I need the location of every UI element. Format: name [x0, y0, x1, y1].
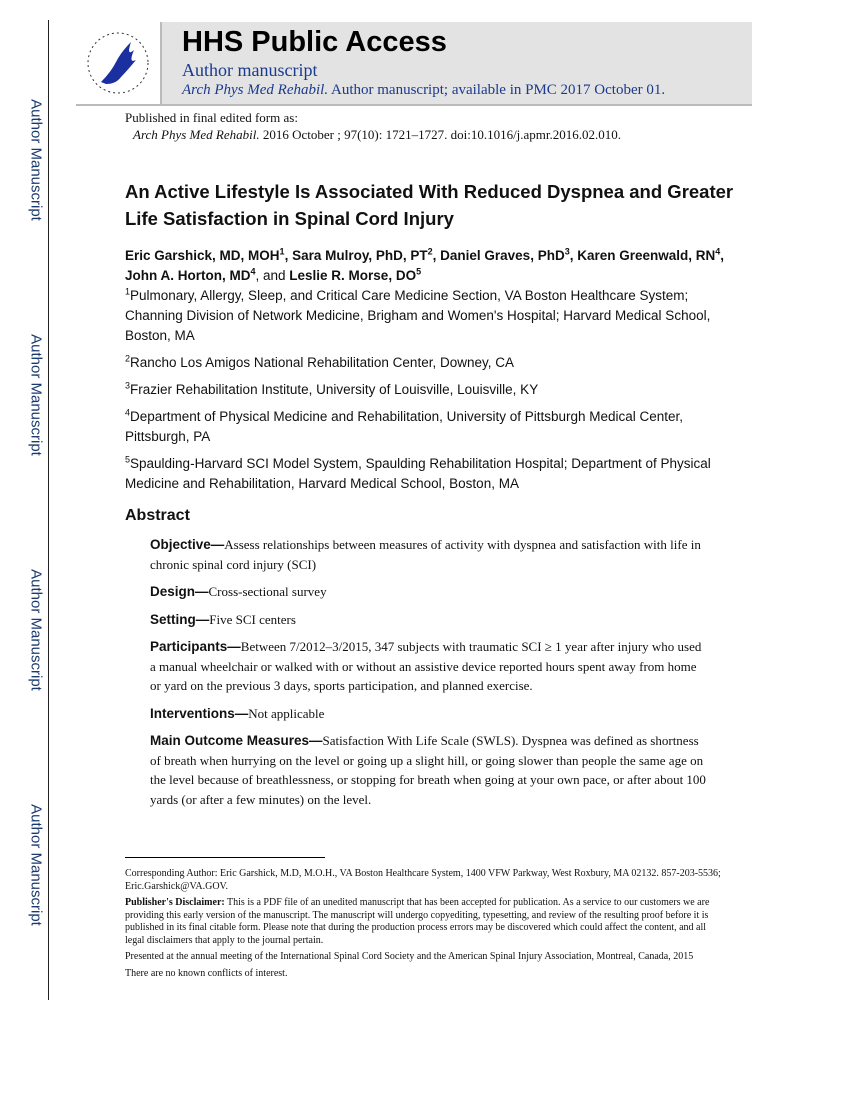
author-name: John A. Horton, MD — [125, 268, 251, 283]
footnote-disclaimer: Publisher's Disclaimer: This is a PDF file of an unedited manuscript that has been accepted for publication. As a service to our customers we are providing this early version of the manuscript. The manuscript will undergo copyediting, typesetting, and review of the resulting proof before it is published in its final citable form. Please note that during the production process errors may be discovered which could affect the content, and all legal disclaimers that apply to the journal pertain. — [125, 897, 710, 946]
footnotes — [125, 868, 725, 980]
affiliation: $^4$Department of Physical Medicine and Rehabilitation, University of Pittsburgh Medical Center, Pittsburgh, PA — [125, 407, 684, 444]
abstract-participants: Participants—Between 7/2012–3/2015, 347 subjects with traumatic SCI ≥ 1 year after injury who used a manual wheelchair or walked with or without an assistive device reported hours spent away from home or yard on the previous 3 days, sports participation, and planned exercise. — [150, 639, 702, 693]
author-name: Karen Greenwald, RN — [577, 248, 716, 263]
side-label: Author Manuscript — [27, 334, 45, 456]
author-affiliation-ref: 1 — [279, 246, 285, 257]
abstract-interventions: Interventions—Not applicable — [150, 705, 325, 721]
footnote-divider — [125, 857, 325, 858]
author-affiliation-ref: 4 — [250, 266, 256, 277]
abstract-outcome-measures: Main Outcome Measures—Satisfaction With Life Scale (SWLS). Dyspnea was defined as shortness of breath when hurrying on the level or going up a slight hill, or going slower than people the same age on the level because of breathlessness, or stopping for breath when going at your own pace, or after about 100 yards (or after a few minutes) on the level. — [150, 733, 706, 807]
author-list — [125, 246, 745, 286]
article-title: An Active Lifestyle Is Associated With Reduced Dyspnea and Greater Life Satisfaction in Spinal Cord Injury — [125, 181, 734, 229]
published-label: Published in final edited form as: — [125, 110, 298, 125]
author-affiliation-ref: 3 — [564, 246, 570, 257]
abstract-setting: Setting—Five SCI centers — [150, 611, 296, 627]
abstract-design: Design—Cross-sectional survey — [150, 584, 327, 599]
footnote-conflicts: There are no known conflicts of interest. — [125, 967, 288, 979]
author-separator: , — [284, 248, 293, 263]
author-affiliation-ref: 2 — [427, 246, 433, 257]
author-name: Leslie R. Morse, DO — [289, 268, 417, 283]
side-label: Author Manuscript — [27, 804, 45, 926]
author-name: Eric Garshick, MD, MOH — [125, 248, 280, 263]
footnote-corresponding: Corresponding Author: Eric Garshick, M.D, M.O.H., VA Boston Healthcare System, 1400 VFW Parkway, West Roxbury, MA 02132. 857-203-5536; Eric.Garshick@VA.GOV. — [125, 868, 721, 892]
affiliation: $^2$Rancho Los Amigos National Rehabilitation Center, Downey, CA — [125, 353, 514, 370]
abstract-heading: Abstract — [125, 507, 190, 524]
affiliation: $^3$Frazier Rehabilitation Institute, University of Louisville, Louisville, KY — [125, 380, 539, 397]
hhs-logo-icon — [76, 22, 162, 104]
author-separator: , — [432, 248, 441, 263]
article-body — [125, 178, 745, 809]
side-label: Author Manuscript — [27, 99, 45, 221]
author-affiliation-ref: 4 — [715, 246, 721, 257]
author-affiliation-ref: 5 — [416, 266, 422, 277]
header-title: HHS Public Access — [182, 26, 447, 58]
header-citation: Arch Phys Med Rehabil. Author manuscript; available in PMC 2017 October 01. — [182, 82, 666, 98]
author-separator: , — [720, 248, 728, 263]
margin-divider — [48, 20, 49, 1000]
affiliation: $^5$Spaulding-Harvard SCI Model System, Spaulding Rehabilitation Hospital; Department of Physical Medicine and Rehabilitation, Harvard Medical School, Boston, MA — [125, 454, 711, 491]
published-citation: Arch Phys Med Rehabil. 2016 October ; 97(10): 1721–1727. doi:10.1016/j.apmr.2016.02.010. — [133, 127, 622, 142]
author-separator: , and — [255, 268, 290, 283]
author-name: Daniel Graves, PhD — [440, 248, 565, 263]
footnote-presented: Presented at the annual meeting of the International Spinal Cord Society and the American Spinal Injury Association, Montreal, Canada, 2015 — [125, 951, 694, 962]
header-banner — [76, 22, 752, 106]
abstract-objective: Objective—Assess relationships between measures of activity with dyspnea and satisfaction with life in chronic spinal cord injury (SCI) — [150, 537, 701, 572]
side-label: Author Manuscript — [27, 569, 45, 691]
affiliation: $^1$Pulmonary, Allergy, Sleep, and Critical Care Medicine Section, VA Boston Healthcare System; Channing Division of Network Medicine, Brigham and Women's Hospital; Harvard Medical School, Boston, MA — [125, 286, 711, 343]
header-subtitle: Author manuscript — [182, 60, 318, 80]
author-separator: , — [569, 248, 578, 263]
author-name: Sara Mulroy, PhD, PT — [292, 248, 428, 263]
